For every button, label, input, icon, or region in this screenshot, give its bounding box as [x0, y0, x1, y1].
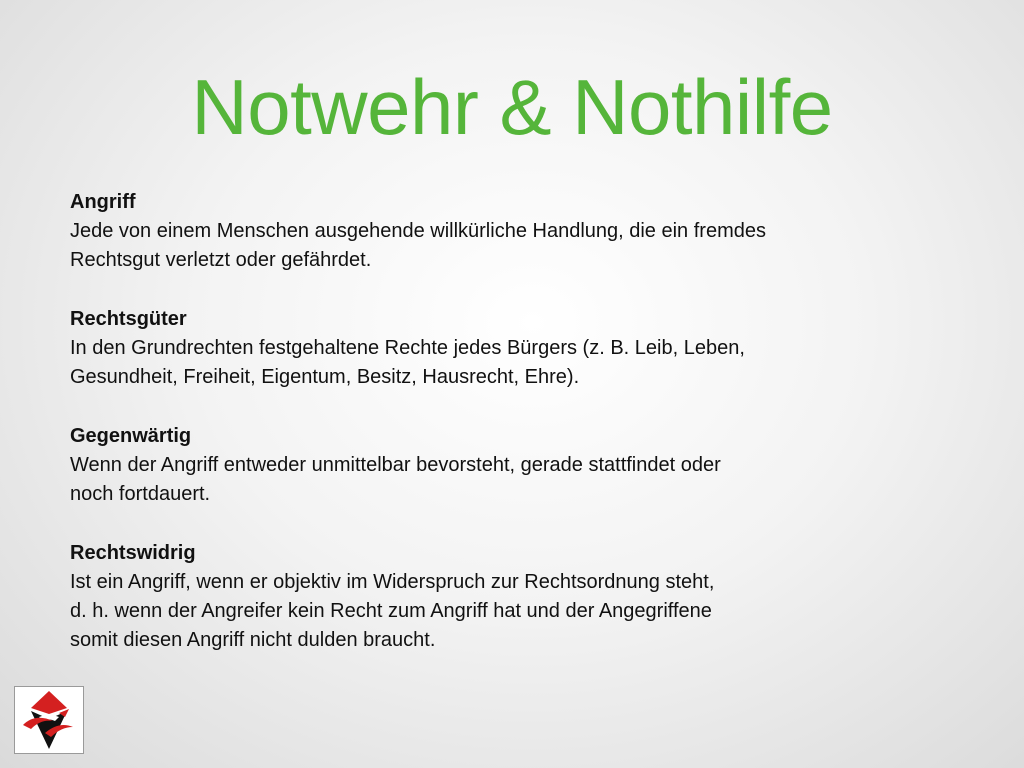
definition-text-line: Wenn der Angriff entweder unmittelbar bevorsteht, gerade stattfindet oder	[70, 454, 721, 476]
definition-text-line: Ist ein Angriff, wenn er objektiv im Widerspruch zur Rechtsordnung steht,	[70, 571, 715, 593]
dojo-emblem-icon	[15, 687, 83, 753]
slide-title: Notwehr & Nothilfe	[191, 63, 833, 151]
definition-text-line: d. h. wenn der Angreifer kein Recht zum Angriff hat und der Angegriffene	[70, 600, 712, 622]
definition-term: Gegenwärtig	[70, 425, 192, 447]
definition-term: Rechtswidrig	[70, 542, 196, 564]
definition-text-line: Gesundheit, Freiheit, Eigentum, Besitz, Hausrecht, Ehre).	[70, 366, 580, 388]
definitions-list	[70, 188, 970, 685]
definition-text-line: noch fortdauert.	[70, 483, 211, 505]
definition-text-line: Jede von einem Menschen ausgehende willkürliche Handlung, die ein fremdes	[70, 220, 766, 242]
definition-text-line: In den Grundrechten festgehaltene Rechte jedes Bürgers (z. B. Leib, Leben,	[70, 337, 745, 359]
logo	[14, 686, 84, 754]
definition-text-line: Rechtsgut verletzt oder gefährdet.	[70, 249, 372, 271]
definition-gegenwaertig	[70, 422, 970, 509]
definition-angriff	[70, 188, 970, 275]
definition-term: Angriff	[70, 191, 136, 213]
definition-rechtsgueter	[70, 305, 970, 392]
definition-term: Rechtsgüter	[70, 308, 187, 330]
definition-rechtswidrig	[70, 539, 970, 655]
definition-text-line: somit diesen Angriff nicht dulden braucht.	[70, 629, 436, 651]
